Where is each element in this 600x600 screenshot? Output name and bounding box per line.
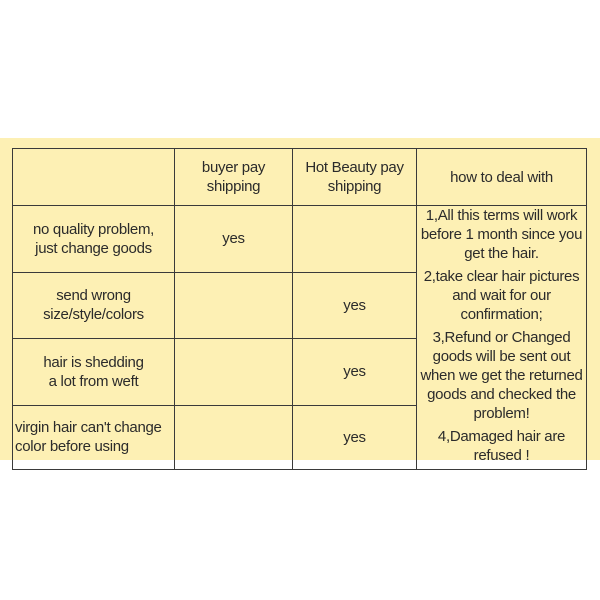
- header-buyer-line-2: shipping: [206, 178, 261, 195]
- table-row: [13, 206, 587, 273]
- situation-line: no quality problem,: [32, 220, 155, 238]
- situation-cell: [13, 272, 175, 339]
- situation-cell: [13, 206, 175, 273]
- hot-beauty-pay-cell: [293, 206, 417, 273]
- hot-beauty-pay-cell: yes: [293, 405, 417, 469]
- how-to-deal-steps: [417, 206, 587, 470]
- hot-beauty-pay-cell: yes: [293, 339, 417, 406]
- header-how-to-deal-with: how to deal with: [417, 149, 587, 206]
- header-hotbeauty-line-2: shipping: [327, 178, 382, 195]
- step-1: 1,All this terms will work before 1 month since you get the hair.: [420, 207, 583, 262]
- situation-line: just change goods: [35, 239, 152, 257]
- return-policy-table: [12, 148, 587, 470]
- step-2: 2,take clear hair pictures and wait for our confirmation;: [423, 268, 580, 323]
- step-4: 4,Damaged hair are refused !: [437, 428, 566, 464]
- buyer-pay-cell: yes: [175, 206, 293, 273]
- situation-line: color before using: [15, 438, 129, 456]
- step-3: 3,Refund or Changed goods will be sent out when we get the returned goods and checked the problem!: [420, 329, 583, 422]
- situation-line: virgin hair can't change: [15, 419, 162, 437]
- header-buyer-line-1: buyer pay: [201, 159, 266, 176]
- header-hot-beauty-pay-shipping: [293, 149, 417, 206]
- situation-line: send wrong: [56, 287, 131, 305]
- header-hotbeauty-line-1: Hot Beauty pay: [305, 159, 404, 176]
- header-empty-cell: [13, 149, 175, 206]
- situation-line: a lot from weft: [48, 372, 139, 390]
- buyer-pay-cell: [175, 405, 293, 469]
- situation-line: size/style/colors: [43, 306, 144, 324]
- hot-beauty-pay-cell: yes: [293, 272, 417, 339]
- situation-cell: [13, 405, 175, 469]
- header-buyer-pay-shipping: [175, 149, 293, 206]
- situation-line: hair is shedding: [43, 353, 144, 371]
- situation-cell: [13, 339, 175, 406]
- table-header-row: [13, 149, 587, 206]
- buyer-pay-cell: [175, 339, 293, 406]
- buyer-pay-cell: [175, 272, 293, 339]
